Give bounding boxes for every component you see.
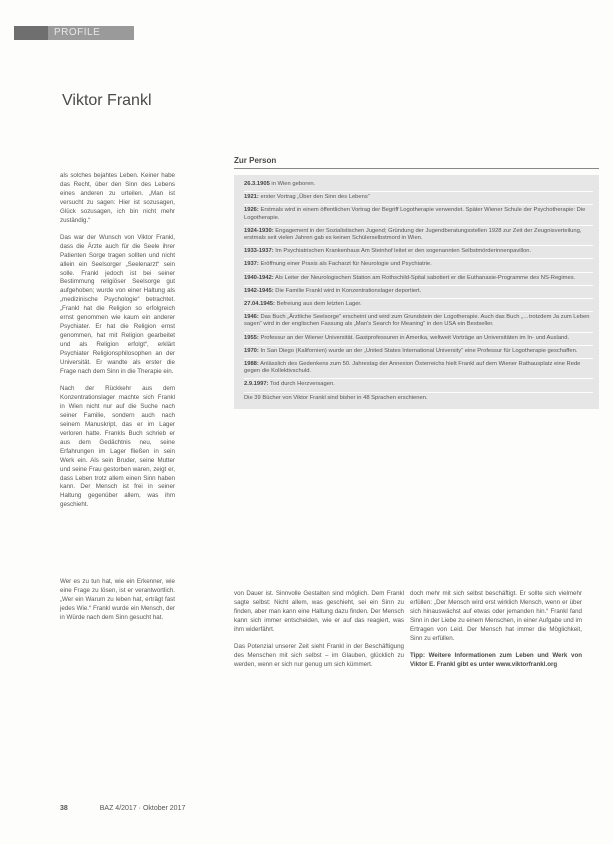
bio-year: 1933-1937: <box>244 248 274 255</box>
paragraph: doch mehr mit sich selbst beschäftigt. Er sollte sich vielmehr erfüllen: „Der Mensch wird erst wirklich Mensch, wenn er über sich hinauswächst auf etwas oder jemanden hin.“ Frankl fand Sinn in der Liebe zu einem Menschen, in einer Aufgabe und im Ertragen von Leid. Der Mensch hat immer die Möglichkeit, Sinn zu erfüllen. <box>410 590 582 642</box>
bio-text: Professur an der Wiener Universität. Gastprofessuren in Amerika, weltweit Vorträge an Universitäten im In- und Ausland. <box>260 334 570 341</box>
issue-info: BAZ 4/2017 · Oktober 2017 <box>99 805 186 812</box>
bio-text: Anlässlich des Gedenkens zum 50. Jahrestag der Annexion Österreichs hielt Frankl auf dem Wiener Rathausplatz eine Rede gegen die Kollektivschuld. <box>244 361 581 375</box>
tip-box: Tipp: Weitere Informationen zum Leben und Werk von Viktor E. Frankl gibt es unter www.viktorfrankl.org <box>410 651 582 668</box>
bio-text: Erstmals wird in einem öffentlichen Vortrag der Begriff Logotherapie verwendet. Später Wiener Schule der Psychotherapie: Die Logotherapie. <box>244 207 586 221</box>
bio-row <box>244 379 593 392</box>
left-column <box>60 172 175 518</box>
sidebar-heading: Zur Person <box>234 156 599 169</box>
bio-row <box>244 246 593 259</box>
page-number: 38 <box>60 805 68 812</box>
bio-row <box>244 259 593 272</box>
bio-text: Das Buch „Ärztliche Seelsorge“ erscheint und wird zum Grundstein der Logotherapie. Auch das Buch „…trotzdem Ja zum Leben sagen“ wird in der englischen Fassung als „Man's Search for Meaning“ in den USA ein Bestseller. <box>244 314 590 328</box>
paragraph: Das war der Wunsch von Viktor Frankl, dass die Ärzte auch für die Seele ihrer Patienten Sorge tragen sollten und nicht allein ein Seelsorger „Seelenarzt“ sein solle. Frankl jedoch ist bei seiner Bestimmung religiöser Seelsorge gut aufgehoben; wurde von einer Haltung als „medizinische Psychologie“ betrachtet. „Frankl hat die Religion so erfolgreich ernst genommen wie kaum ein anderer Psychiater. Er hat die Religion ernst genommen, hat mit Religion gearbeitet und als Religion erfolgt“, erklärt Psychiater Religionsphilosophen an der Universität. Er wandte als erster die Frage nach dem Sinn in die Therapie ein. <box>60 233 175 376</box>
bio-text: Eröffnung einer Praxis als Facharzt für Neurologie und Psychiatrie. <box>260 261 432 268</box>
bio-text: Engagement in der Sozialistischen Jugend; Gründung der Jugendberatungsstellen 1928 zur Zeit der Zeugnisverteilung, erstmals seit vielen Jahren gab es keinen Schülerselbstmord in Wien. <box>244 227 582 242</box>
bio-row <box>244 226 593 246</box>
bio-year: 1955: <box>244 334 259 341</box>
bio-year: 1921: <box>244 194 259 201</box>
bio-text: Die 39 Bücher von Viktor Frankl sind bisher in 48 Sprachen erschienen. <box>244 394 428 401</box>
biography-box <box>234 175 599 409</box>
paragraph: als solches bejahtes Leben. Keiner habe das Recht, über den Sinn des Lebens eines anderen zu urteilen. „Man ist versucht zu sagen: Hier ist sozusagen, Glück sozusagen, ich bin nicht mehr zuständig.“ <box>60 172 175 224</box>
bottom-column-2 <box>234 590 404 678</box>
bio-text: Befreiung aus dem letzten Lager. <box>276 301 362 308</box>
bio-row <box>244 312 593 332</box>
bio-year: 1937: <box>244 261 259 268</box>
bio-year: 1924-1930: <box>244 227 274 234</box>
bio-year: 1940-1942: <box>244 274 274 281</box>
bio-row <box>244 205 593 225</box>
bio-year: 27.04.1945: <box>244 301 275 308</box>
bio-year: 26.3.1905 <box>244 181 270 187</box>
paragraph: Wer es zu tun hat, wie ein Erkenner, wie eine Frage zu lösen, ist er verantwortlich. „Wer ein Warum zu leben hat, erträgt fast jedes Wie.“ Frankl wurde ein Mensch, der in Würde nach dem Sinn gesucht hat. <box>60 578 175 621</box>
bio-year: 1970: <box>244 347 259 354</box>
paragraph: von Dauer ist. Sinnvolle Gestalten sind möglich. Dem Frankl sagte selbst: Nicht allem, was geschieht, sei ein Sinn zu finden, aber man kann eine Haltung dazu finden. Der Mensch kann sich immer entscheiden, wie er auf das reagiert, was ihm widerfährt. <box>234 590 404 633</box>
bio-text: In San Diego (Kalifornien) wurde an der „United States International University“ eine Professur für Logotherapie geschaffen. <box>260 347 578 354</box>
page-footer <box>60 805 185 812</box>
section-label: PROFILE <box>54 27 101 38</box>
bio-year: 1942-1945: <box>244 287 274 294</box>
bio-year: 1926: <box>244 207 259 214</box>
bio-text: Tod durch Herzversagen. <box>270 381 335 388</box>
bio-row <box>244 333 593 346</box>
bio-row <box>244 286 593 299</box>
bio-text: Im Psychiatrischen Krankenhaus Am Steinhof leitet er den sogenannten Selbstmörderinnenpavillon. <box>275 248 532 255</box>
paragraph: Das Potenzial unserer Zeit sieht Frankl in der Beschäftigung des Menschen mit sich selbst – im Glauben, glücklich zu werden, wenn er sich nur genug um sich kümmert. <box>234 642 404 668</box>
bio-row <box>244 179 593 192</box>
bio-row <box>244 359 593 379</box>
bio-row <box>244 192 593 205</box>
bio-row <box>244 273 593 286</box>
bio-text: in Wien geboren. <box>271 181 316 187</box>
bio-year: 1988: <box>244 361 259 368</box>
bottom-column-1 <box>60 578 175 631</box>
bio-text: Als Leiter der Neurologischen Station am Rothschild-Spital sabotiert er die Euthanasie-Programme des NS-Regimes. <box>274 274 576 281</box>
bio-row <box>244 346 593 359</box>
article-title: Viktor Frankl <box>62 92 152 109</box>
section-header-band <box>14 26 134 40</box>
bio-year: 1946: <box>244 314 259 321</box>
bio-text: erster Vortrag „Über den Sinn des Lebens“ <box>260 194 370 201</box>
bio-row <box>244 299 593 312</box>
bio-year: 2.9.1997: <box>244 381 269 388</box>
bottom-column-3 <box>410 590 582 678</box>
paragraph: Nach der Rückkehr aus dem Konzentrationslager machte sich Frankl in Wien nicht nur auf die Suche nach seiner Familie, sondern auch nach seinem Manuskript, das er im Lager verloren hatte. Frankls Buch schrieb er aus dem Gedächtnis neu, seine Erfahrungen im Lager fließen in sein Werk ein. Als sein Bruder, seine Mutter und seine Frau gestorben waren, zeigt er, dass Leben trotz allem einen Sinn haben kann. Der Mensch ist frei in seiner Haltung gegenüber allem, was ihm geschieht. <box>60 384 175 509</box>
biography-sidebar <box>234 156 599 409</box>
bio-row <box>244 393 593 405</box>
bio-text: Die Familie Frankl wird in Konzentrationslager deportiert. <box>275 287 422 294</box>
header-box <box>14 26 48 40</box>
